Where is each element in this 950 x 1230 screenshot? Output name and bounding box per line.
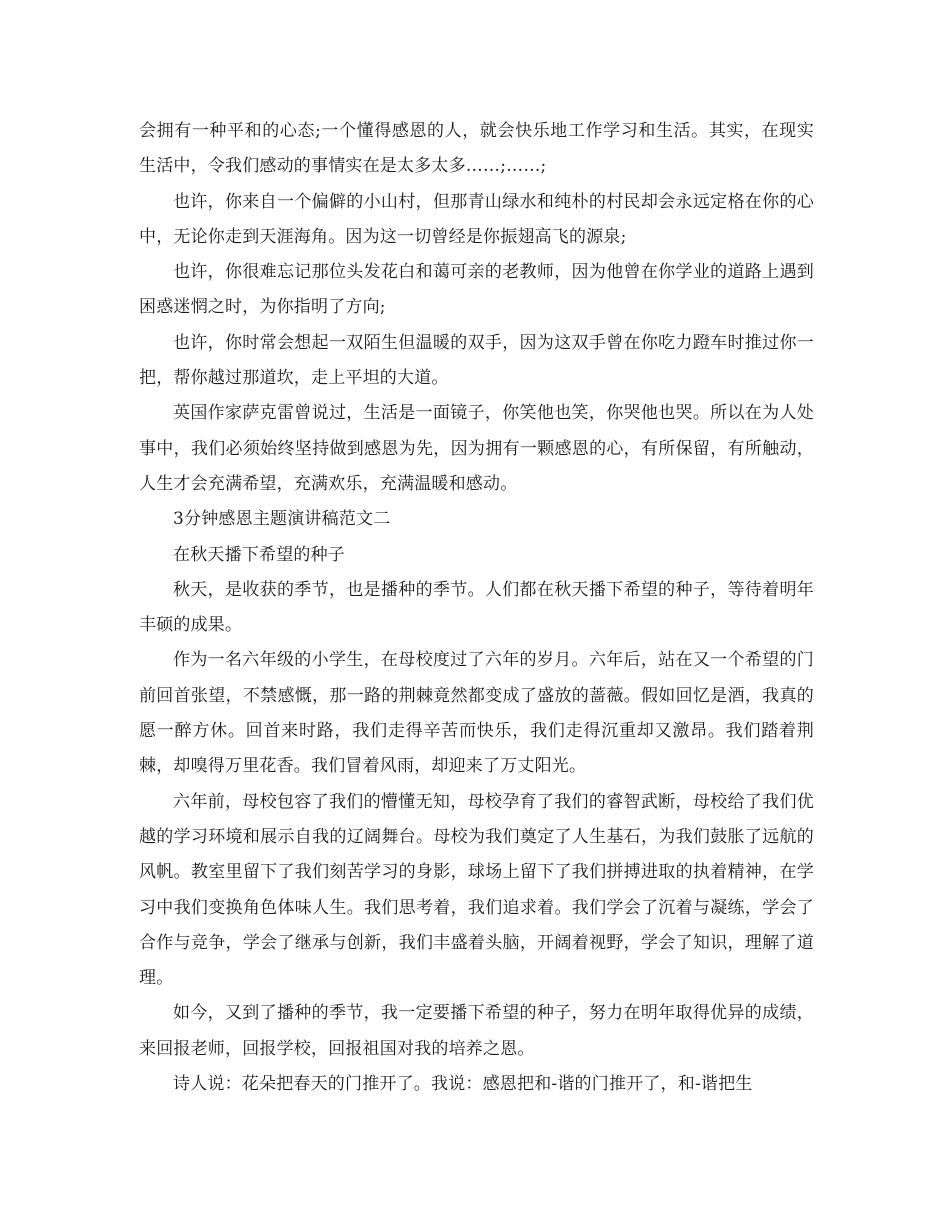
section-title: 3分钟感恩主题演讲稿范文二 xyxy=(173,509,391,530)
paragraph-9: 作为一名六年级的小学生，在母校度过了六年的岁月。六年后，站在又一个希望的门前回首张望，不禁感慨，那一路的荆棘竟然都变成了盛放的蔷薇。假如回忆是酒，我真的愿一醉方休。回首来时路，我们走得辛苦而快乐，我们走得沉重却又激昂。我们踏着荆棘，却嗅得万里花香。我们冒着风雨，却迎来了万丈阳光。 xyxy=(139,650,814,777)
paragraph-2: 也许，你来自一个偏僻的小山村，但那青山绿水和纯朴的村民却会永远定格在你的心中，无论你走到天涯海角。因为这一切曾经是你振翅高飞的源泉; xyxy=(139,191,814,247)
paragraph-1: 会拥有一种平和的心态;一个懂得感恩的人，就会快乐地工作学习和生活。其实，在现实生活中，令我们感动的事情实在是太多太多……;……; xyxy=(139,121,814,177)
paragraph-4: 也许，你时常会想起一双陌生但温暖的双手，因为这双手曾在你吃力蹬车时推过你一把，帮你越过那道坎，走上平坦的大道。 xyxy=(139,332,814,389)
speech-title: 在秋天播下希望的种子 xyxy=(173,544,345,565)
paragraph-11: 如今，又到了播种的季节，我一定要播下希望的种子，努力在明年取得优异的成绩，来回报老师，回报学校，回报祖国对我的培养之恩。 xyxy=(139,1003,814,1059)
document-body xyxy=(139,114,814,1102)
paragraph-8: 秋天，是收获的季节，也是播种的季节。人们都在秋天播下希望的种子，等待着明年丰硕的成果。 xyxy=(139,579,814,636)
paragraph-12: 诗人说：花朵把春天的门推开了。我说：感恩把和-谐的门推开了，和-谐把生 xyxy=(173,1074,753,1095)
paragraph-5: 英国作家萨克雷曾说过，生活是一面镜子，你笑他也笑，你哭他也哭。所以在为人处事中，我们必须始终坚持做到感恩为先，因为拥有一颗感恩的心，有所保留，有所触动，人生才会充满希望，充满欢乐，充满温暖和感动。 xyxy=(139,403,814,494)
paragraph-10: 六年前，母校包容了我们的懵懂无知，母校孕育了我们的睿智武断，母校给了我们优越的学习环境和展示自我的辽阔舞台。母校为我们奠定了人生基石，为我们鼓胀了远航的风帆。教室里留下了我们刻苦学习的身影，球场上留下了我们拼搏进取的执着精神，在学习中我们变换角色体味人生。我们思考着，我们追求着。我们学会了沉着与凝练，学会了合作与竞争，学会了继承与创新，我们丰盛着头脑，开阔着视野，学会了知识，理解了道理。 xyxy=(139,791,814,989)
paragraph-3: 也许，你很难忘记那位头发花白和蔼可亲的老教师，因为他曾在你学业的道路上遇到困惑迷惘之时，为你指明了方向; xyxy=(139,262,814,318)
